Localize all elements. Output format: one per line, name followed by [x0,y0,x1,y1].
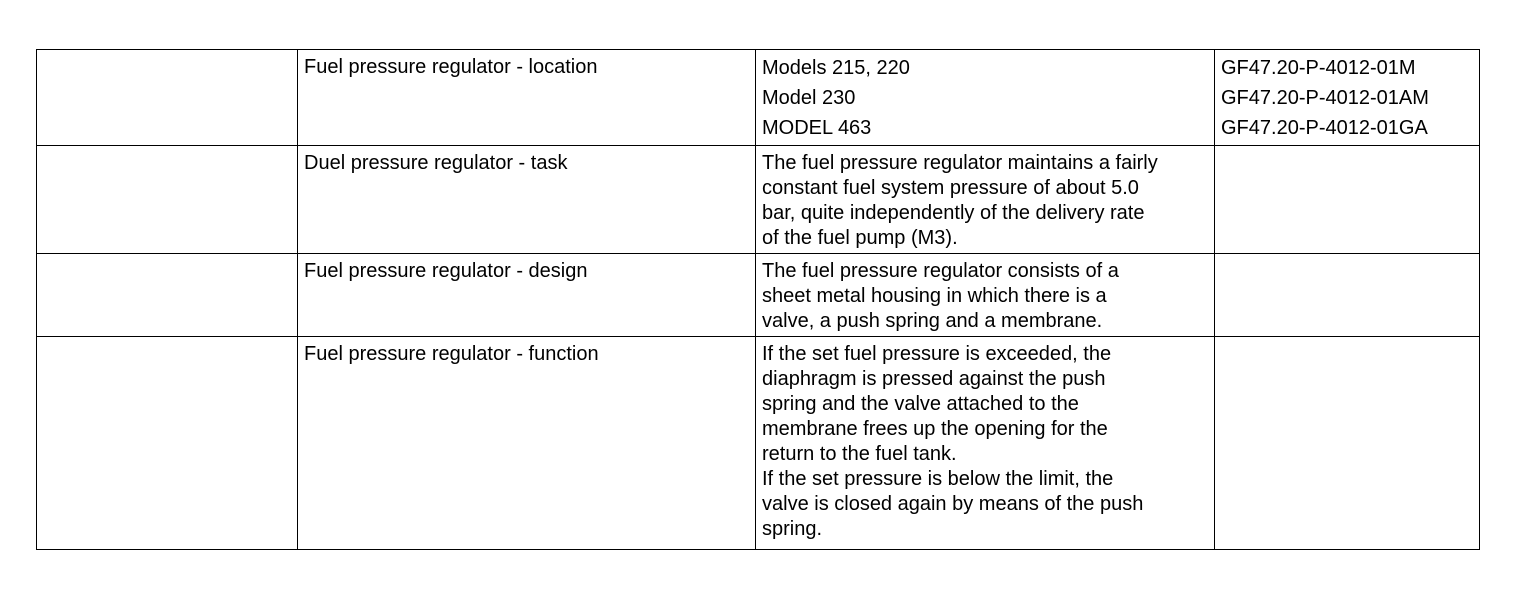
detail-line: valve is closed again by means of the push [762,493,1144,515]
topic-text: Fuel pressure regulator - design [304,260,588,282]
topic-cell [298,50,756,146]
detail-line: The fuel pressure regulator consists of a [762,260,1119,282]
topic-text: Duel pressure regulator - task [304,152,568,174]
detail-line: valve, a push spring and a membrane. [762,310,1103,332]
detail-line: Models 215, 220 [762,57,910,79]
details-cell [756,146,1215,254]
detail-line: diaphragm is pressed against the push [762,368,1106,390]
detail-line: of the fuel pump (M3). [762,227,958,249]
reference-cell [1215,146,1480,254]
detail-line: If the set pressure is below the limit, the [762,468,1114,490]
table-row [37,50,1480,146]
detail-line: return to the fuel tank. [762,443,957,465]
details-cell [756,254,1215,337]
code-cell [37,146,298,254]
topic-cell [298,146,756,254]
details-cell [756,50,1215,146]
reference-cell [1215,337,1480,550]
table-row [37,146,1480,254]
detail-line: The fuel pressure regulator maintains a fairly [762,152,1158,174]
topic-text: Fuel pressure regulator - function [304,343,599,365]
detail-line: constant fuel system pressure of about 5.0 [762,177,1139,199]
reference-link[interactable]: GF47.20-P-4012-01AM [1221,87,1429,109]
reference-link[interactable]: GF47.20-P-4012-01M [1221,57,1416,79]
document-table [36,49,1480,550]
detail-line: Model 230 [762,87,856,109]
table-row [37,337,1480,550]
detail-line: spring and the valve attached to the [762,393,1079,415]
detail-line: MODEL 463 [762,117,872,139]
topic-cell [298,254,756,337]
reference-link[interactable]: GF47.20-P-4012-01GA [1221,117,1428,139]
table-row [37,254,1480,337]
detail-line: membrane frees up the opening for the [762,418,1108,440]
detail-line: sheet metal housing in which there is a [762,285,1107,307]
topic-cell [298,337,756,550]
code-cell [37,50,298,146]
topic-text: Fuel pressure regulator - location [304,56,598,78]
detail-line: bar, quite independently of the delivery rate [762,202,1145,224]
code-cell [37,337,298,550]
reference-cell [1215,50,1480,146]
details-cell [756,337,1215,550]
detail-line: spring. [762,518,823,540]
code-cell [37,254,298,337]
reference-cell [1215,254,1480,337]
detail-line: If the set fuel pressure is exceeded, the [762,343,1112,365]
